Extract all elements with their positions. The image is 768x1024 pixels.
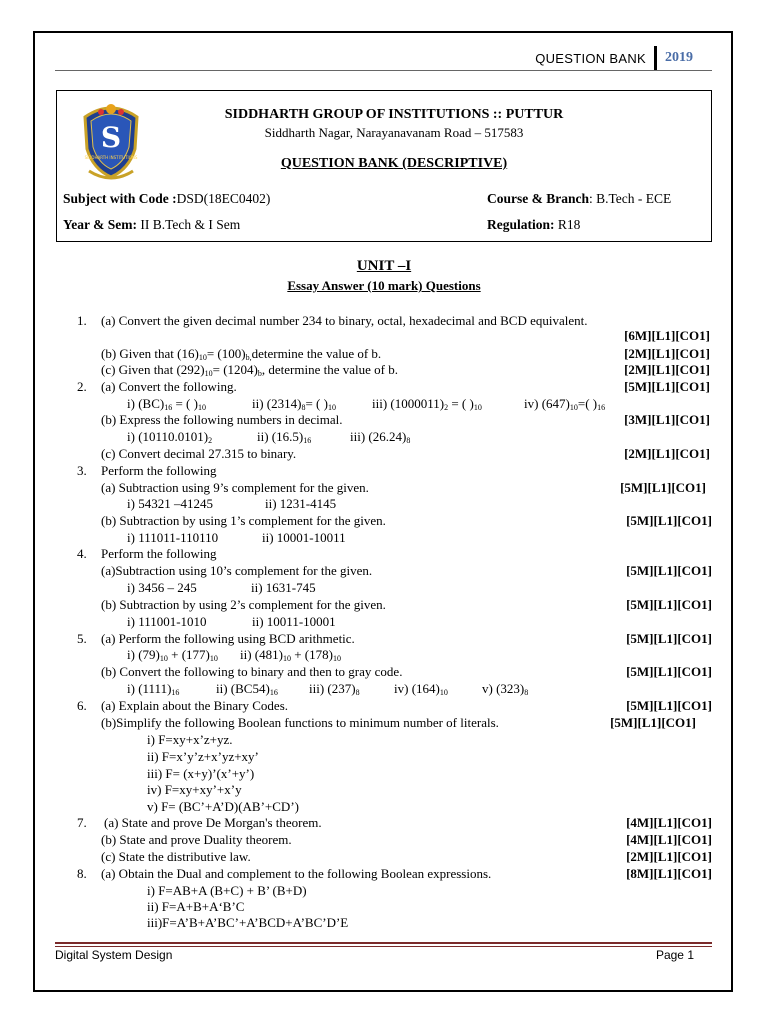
marks-badge: [5M][L1][CO1] xyxy=(626,664,712,679)
subject-label: Subject with Code : xyxy=(63,191,177,206)
marks-badge: [2M][L1][CO1] xyxy=(624,446,710,461)
question-text: Perform the following xyxy=(101,546,217,561)
course-field xyxy=(487,191,671,207)
marks-badge: [5M][L1][CO1] xyxy=(620,480,706,495)
marks-badge: [5M][L1][CO1] xyxy=(626,631,712,646)
question-text: Perform the following xyxy=(101,463,217,478)
marks-badge: [2M][L1][CO1] xyxy=(626,849,712,864)
sub-item: v) $(323)_8$ xyxy=(482,681,529,697)
marks-badge: [4M][L1][CO1] xyxy=(626,815,712,830)
sub-item: i) $(10110.0101)_2$ xyxy=(127,429,213,445)
subject-field xyxy=(63,191,270,207)
regulation-value: R18 xyxy=(554,217,581,232)
marks-badge: [5M][L1][CO1] xyxy=(610,715,696,730)
logo-text: SIDDHARTH INSTITUTIONS xyxy=(84,155,138,160)
sub-item: i) 54321 –41245 xyxy=(127,496,213,511)
marks-badge: [5M][L1][CO1] xyxy=(624,379,710,394)
sub-item: ii) $(16.5)_{16}$ xyxy=(257,429,312,445)
sub-item: ii) 10001-10011 xyxy=(262,530,346,545)
marks-badge: [5M][L1][CO1] xyxy=(626,513,712,528)
marks-badge: [4M][L1][CO1] xyxy=(626,832,712,847)
question-number: 5. xyxy=(77,631,87,646)
sub-item: ii) 10011-10001 xyxy=(252,614,336,629)
question-text: (a) Explain about the Binary Codes. xyxy=(101,698,289,713)
footer-page-number: Page 1 xyxy=(655,948,694,962)
header-rule xyxy=(55,70,712,71)
sub-item: ii) F=x’y’z+x’yz+xy’ xyxy=(147,749,259,764)
sub-item: i) $(79)_{10} + (177)_{10}$ xyxy=(127,647,218,663)
sub-item: iii) $(237)_8$ xyxy=(309,681,360,697)
marks-badge: [5M][L1][CO1] xyxy=(626,597,712,612)
question-number: 6. xyxy=(77,698,87,713)
marks-badge: [3M][L1][CO1] xyxy=(624,412,710,427)
sub-item: v) F= (BC’+A’D)(AB’+CD’) xyxy=(147,799,299,814)
question-text: (c) Given that $(292)_{10}= (1204)_b$, determine the value of b. xyxy=(101,362,398,378)
footer-rule-thin xyxy=(55,946,712,947)
footer-course-name: Digital System Design xyxy=(55,948,173,962)
marks-badge: [5M][L1][CO1] xyxy=(626,563,712,578)
sub-item: i) 111011-110110 xyxy=(127,530,219,545)
question-text: (b) Subtraction by using 2’s complement for the given. xyxy=(101,597,386,612)
footer-rule xyxy=(55,942,712,944)
question-text: (a) Convert the following. xyxy=(101,379,237,394)
year-field xyxy=(63,217,240,233)
question-text: (b) Convert the following to binary and then to gray code. xyxy=(101,664,403,679)
question-text: (a) Obtain the Dual and complement to the following Boolean expressions. xyxy=(101,866,492,881)
sub-item: ii) F=A+B+A‘B’C xyxy=(147,899,245,914)
header-label: QUESTION BANK xyxy=(535,50,646,66)
regulation-label: Regulation: xyxy=(487,217,555,232)
sub-item: i) F=xy+x’z+yz. xyxy=(147,732,233,747)
marks-badge: [2M][L1][CO1] xyxy=(624,346,710,361)
sub-item: iii)F=A’B+A’BC’+A’BCD+A’BC’D’E xyxy=(147,915,349,930)
subject-value: DSD(18EC0402) xyxy=(176,191,271,206)
question-text: (b) Express the following numbers in decimal. xyxy=(101,412,343,427)
course-value: : B.Tech - ECE xyxy=(589,191,672,206)
header-year: 2019 xyxy=(665,50,693,65)
institution-name: SIDDHARTH GROUP OF INSTITUTIONS :: PUTTUR xyxy=(224,107,564,122)
question-number: 2. xyxy=(77,379,87,394)
sub-item: iv) $(647)_{10}=$( )$_{16}$ xyxy=(524,396,606,412)
question-text: (a)Subtraction using 10’s complement for the given. xyxy=(101,563,373,578)
question-text: (a) Perform the following using BCD arithmetic. xyxy=(101,631,355,646)
question-text: (c) Convert decimal 27.315 to binary. xyxy=(101,446,297,461)
sub-item: ii) 1231-4145 xyxy=(265,496,337,511)
sub-item: i) F=AB+A (B+C) + B’ (B+D) xyxy=(147,883,307,898)
question-text: (b) Given that $(16)_{10}=$ $(100)_{b,}determine$ the value of b. xyxy=(101,346,382,362)
sub-item: i) $(1111)_{16}$ xyxy=(127,681,180,697)
sub-item: ii) $(2314)_8=$ ( )$_{10}$ xyxy=(252,396,336,412)
sub-item: i) $(BC)_{16}$ = ( )$_{10}$ xyxy=(127,396,206,412)
section-heading: Essay Answer (10 mark) Questions xyxy=(287,278,481,293)
course-label: Course & Branch xyxy=(487,191,589,206)
regulation-field xyxy=(487,217,580,233)
marks-badge: [6M][L1][CO1] xyxy=(624,328,710,343)
question-text: (a) Convert the given decimal number 234 to binary, octal, hexadecimal and BCD equivalent. xyxy=(101,313,588,328)
question-text: (a) Subtraction using 9’s complement for the given. xyxy=(101,480,369,495)
sub-item: ii) $(481)_{10} + (178)_{10}$ xyxy=(240,647,341,663)
sub-item: iv) $(164)_{10}$ xyxy=(394,681,448,697)
running-header xyxy=(535,46,693,70)
sub-item: i) 111001-1010 xyxy=(127,614,207,629)
marks-badge: [8M][L1][CO1] xyxy=(626,866,712,881)
question-number: 3. xyxy=(77,463,87,478)
year-label: Year & Sem: xyxy=(63,217,137,232)
document-title: QUESTION BANK (DESCRIPTIVE) xyxy=(280,156,508,171)
marks-badge: [5M][L1][CO1] xyxy=(626,698,712,713)
institution-info-box xyxy=(56,90,712,242)
sub-item: iv) F=xy+xy’+x’y xyxy=(147,782,242,797)
year-value: II B.Tech & I Sem xyxy=(136,217,241,232)
logo-letter: S xyxy=(100,121,122,154)
question-text: (b) State and prove Duality theorem. xyxy=(101,832,292,847)
question-text: (b)Simplify the following Boolean functions to minimum number of literals. xyxy=(101,715,499,730)
unit-heading: UNIT –I xyxy=(356,258,412,274)
question-number: 4. xyxy=(77,546,87,561)
institution-address: Siddharth Nagar, Narayanavanam Road – 517583 xyxy=(264,125,524,140)
sub-item: ii) $(BC54)_{16}$ xyxy=(216,681,278,697)
sub-item: iii) $(26.24)_8$ xyxy=(350,429,411,445)
question-number: 7. xyxy=(77,815,87,830)
marks-badge: [2M][L1][CO1] xyxy=(624,362,710,377)
sub-item: iii) $(1000011)_2$ = ( )$_{10}$ xyxy=(372,396,482,412)
question-text: (a) State and prove De Morgan's theorem. xyxy=(104,815,322,830)
question-number: 1. xyxy=(77,313,87,328)
sub-item: iii) F= (x+y)’(x’+y’) xyxy=(147,766,255,781)
question-text: (b) Subtraction by using 1’s complement for the given. xyxy=(101,513,386,528)
sub-item: i) 3456 – 245 xyxy=(127,580,197,595)
sub-item: ii) 1631-745 xyxy=(251,580,316,595)
question-text: (c) State the distributive law. xyxy=(101,849,251,864)
question-number: 8. xyxy=(77,866,87,881)
